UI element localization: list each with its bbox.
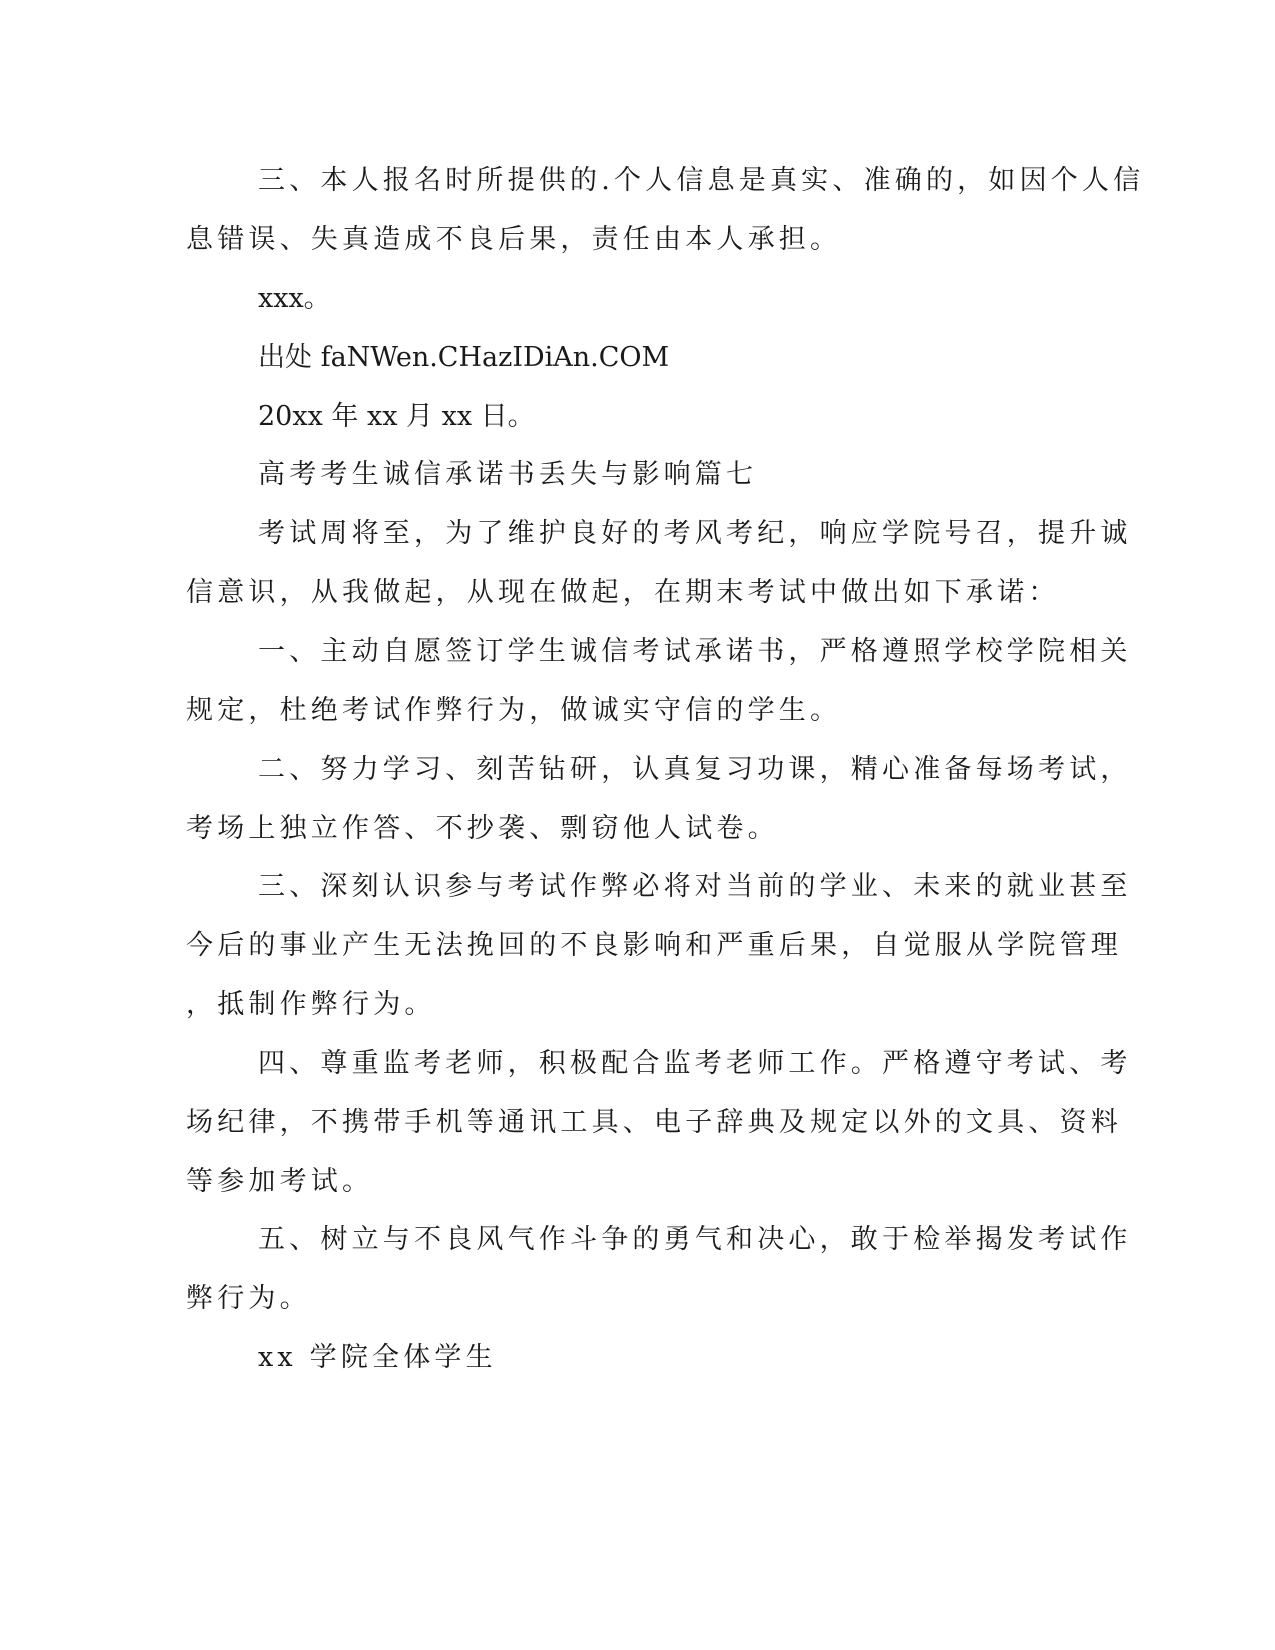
- paragraph-line: 规定，杜绝考试作弊行为，做诚实守信的学生。: [186, 695, 842, 726]
- source-line: 出处 faNWen.CHazIDiAn.COM: [258, 342, 670, 373]
- paragraph-line: 二、努力学习、刻苦钻研，认真复习功课，精心准备每场考试，: [258, 754, 1132, 785]
- paragraph-line: 考场上独立作答、不抄袭、剽窃他人试卷。: [186, 813, 779, 844]
- paragraph-line: 一、主动自愿签订学生诚信考试承诺书，严格遵照学校学院相关: [258, 636, 1132, 667]
- paragraph-line: 等参加考试。: [186, 1166, 374, 1197]
- paragraph-line: 信意识，从我做起，从现在做起，在期末考试中做出如下承诺：: [186, 577, 1060, 608]
- paragraph-line: 息错误、失真造成不良后果，责任由本人承担。: [186, 224, 842, 255]
- paragraph-line: 五、树立与不良风气作斗争的勇气和决心，敢于检举揭发考试作: [258, 1224, 1132, 1255]
- paragraph-line: 场纪律，不携带手机等通讯工具、电子辞典及规定以外的文具、资料: [186, 1107, 1122, 1138]
- paragraph-line: 三、深刻认识参与考试作弊必将对当前的学业、未来的就业甚至: [258, 871, 1132, 902]
- signature-line: xx 学院全体学生: [258, 1342, 497, 1373]
- paragraph-line: 三、本人报名时所提供的.个人信息是真实、准确的，如因个人信: [258, 165, 1145, 196]
- date-line: 20xx 年 xx 月 xx 日。: [258, 401, 535, 432]
- paragraph-line: 考试周将至，为了维护良好的考风考纪，响应学院号召，提升诚: [258, 518, 1132, 549]
- paragraph-line: ，抵制作弊行为。: [186, 989, 436, 1020]
- paragraph-line: 今后的事业产生无法挽回的不良影响和严重后果，自觉服从学院管理: [186, 930, 1122, 961]
- section-heading: 高考考生诚信承诺书丢失与影响篇七: [258, 459, 758, 490]
- paragraph-line: 四、尊重监考老师，积极配合监考老师工作。严格遵守考试、考: [258, 1048, 1132, 1079]
- paragraph-line: 弊行为。: [186, 1283, 311, 1314]
- paragraph-line: xxx。: [258, 283, 331, 314]
